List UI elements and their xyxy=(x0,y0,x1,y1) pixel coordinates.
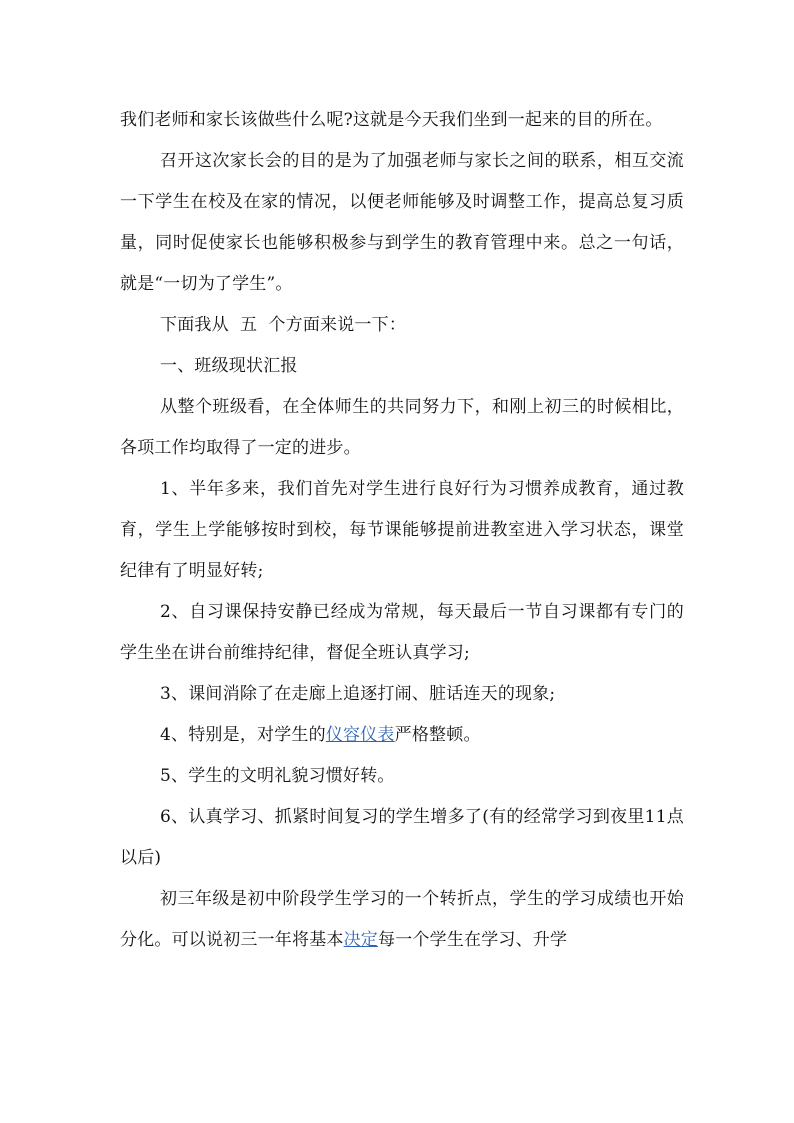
appearance-link[interactable]: 仪容仪表 xyxy=(325,725,395,745)
list-item-1: 1、半年多来，我们首先对学生进行良好行为习惯养成教育，通过教育，学生上学能够按时到校，每节课能够提前进教室进入学习状态，课堂纪律有了明显好转; xyxy=(120,479,684,581)
list-item-2: 2、自习课保持安静已经成为常规，每天最后一节自习课都有专门的学生坐在讲台前维持纪律，督促全班认真学习; xyxy=(120,602,684,663)
section-heading: 一、班级现状汇报 xyxy=(160,356,298,376)
decide-link[interactable]: 决定 xyxy=(343,930,379,950)
paragraph-3: 下面我从 五 个方面来说一下： xyxy=(160,315,407,335)
list-item-6: 6、认真学习、抓紧时间复习的学生增多了(有的经常学习到夜里11点以后) xyxy=(120,807,684,868)
list-item-5: 5、学生的文明礼貌习惯好转。 xyxy=(160,766,395,786)
list-item-4 xyxy=(120,715,684,756)
paragraph-last-text: 初三年级是初中阶段学生学习的一个转折点，学生的学习成绩也开始分化。可以说初三一年将基本 xyxy=(120,889,684,950)
list-item-4-text-end: 严格整顿。 xyxy=(394,725,481,745)
list-item-3: 3、课间消除了在走廊上追逐打闹、脏话连天的现象; xyxy=(160,684,556,704)
list-item-4-text: 4、特别是，对学生的 xyxy=(160,725,326,745)
paragraph-last-text-end: 每一个学生在学习、升学 xyxy=(378,930,568,950)
paragraph-5: 从整个班级看，在全体师生的共同努力下，和刚上初三的时候相比，各项工作均取得了一定的进步。 xyxy=(120,397,684,458)
paragraph-2: 召开这次家长会的目的是为了加强老师与家长之间的联系，相互交流一下学生在校及在家的情况，以便老师能够及时调整工作，提高总复习质量，同时促使家长也能够积极参与到学生的教育管理中来。总之一句话，就是“一切为了学生”。 xyxy=(120,151,684,294)
paragraph-1: 我们老师和家长该做些什么呢?这就是今天我们坐到一起来的目的所在。 xyxy=(120,110,663,130)
paragraph-last xyxy=(120,879,684,961)
